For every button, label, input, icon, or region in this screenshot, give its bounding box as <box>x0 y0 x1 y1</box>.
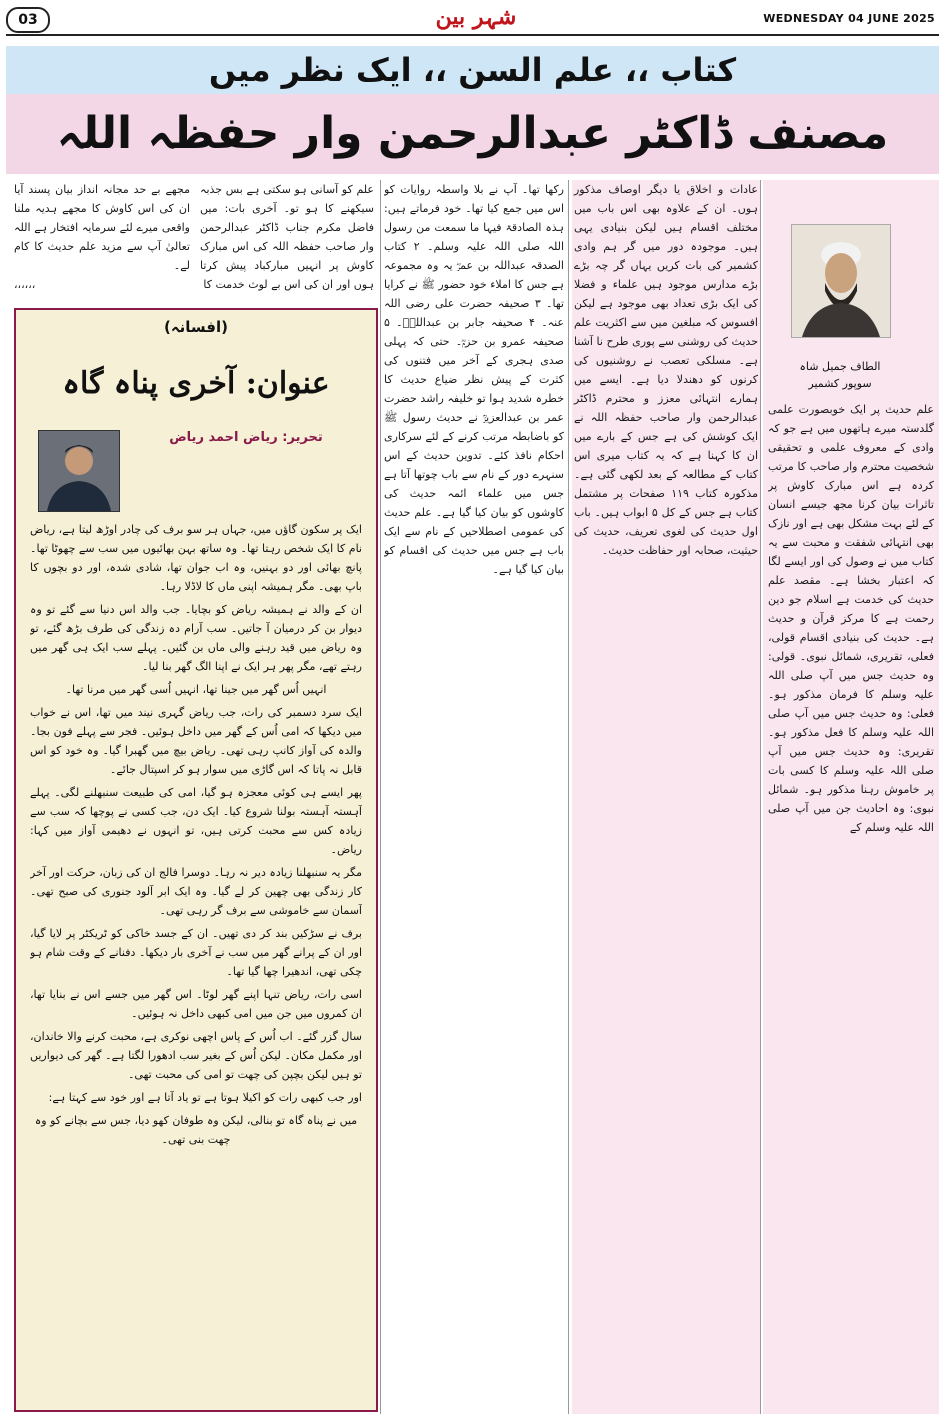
headline-kicker: کتاب ،، علم السن ،، ایک نظر میں <box>6 46 939 94</box>
story-paragraph: اور جب کبھی رات کو اکیلا ہوتا ہے تو یاد آتا ہے اور خود سے کہتا ہے: <box>48 1091 362 1104</box>
author-name: الطاف جمیل شاہ <box>799 360 881 373</box>
article-column-5 <box>14 180 190 302</box>
article-column-3: رکھا تھا۔ آپ نے بلا واسطہ روایات کو اس میں جمع کیا تھا۔ خود فرماتے ہیں: ہذہ الصادقۃ فیہا ما سمعت من رسول اللہ صلی اللہ علیہ وسلم۔ ۲ کتاب الصدقہ عبداللہ بن عمرؓ یہ وہ مجموعہ ہے جس کا املاء خود حضور ﷺ نے کرایا تھا۔ ۳ صحیفہ حضرت علی رضی اللہ عنہ۔ ۴ صحیفہ جابر بن عبداللہؓ۔ ۵ صحیفہ عمرو بن حزمؓ۔ حتی کہ پہلی صدی ہجری کے آخر میں فتنوں کی کثرت کے پیش نظر ضیاع حدیث کا خطرہ شدید ہوا تو خلیفہ راشد حضرت عمر بن عبدالعزیزؒ نے حدیث رسول ﷺ کو باضابطہ مرتب کرنے کے لئے سرکاری احکام نافذ کئے۔ تدوین حدیث کے اس سنہرے دور کے نام سے باب چوتھا آتا ہے جس میں علماء ائمہ حدیث کی کاوشوں کو بیان کیا گیا ہے۔ علم حدیث کی عمومی اصطلاحیں کے نام سے ایک باب ہے جس میں حدیث کی اقسام کو بیان کیا گیا ہے۔ <box>384 183 564 576</box>
story-byline: تحریر: ریاض احمد ریاض <box>169 430 323 445</box>
top-bar <box>6 4 939 34</box>
masthead-logo: شہر بین <box>435 4 517 30</box>
story-genre: (افسانہ) <box>164 318 228 336</box>
author-caption <box>765 358 915 392</box>
story-paragraph: اسی رات، ریاض تنہا اپنے گھر لوٹا۔ اس گھر میں جسے اس نے بنایا تھا، ان کمروں میں جن میں امی کبھی داخل نہ ہوئیں۔ <box>30 988 362 1020</box>
author-portrait-icon <box>792 225 890 337</box>
masthead <box>416 4 536 34</box>
story-paragraph: سال گزر گئے۔ اب اُس کے پاس اچھی نوکری ہے، محبت کرنے والا خاندان، اور مکمل مکان۔ لیکن اُس کے بغیر سب ادھورا لگتا ہے۔ گھر کی دیواریں تو ہیں لیکن بچپن کی چھت تو امی کی محبت تھی۔ <box>30 1030 362 1081</box>
article-column-5-text: مجھے بے حد مجانہ انداز بیان پسند آیا ان کی اس کاوش کا مجھے ہدیہ ملنا واقعی میرے لئے سرمایہ افتخار ہے اللہ تعالیٰ آپ سے مزید علم حدیث کا کام لے۔ <box>14 183 190 272</box>
story-author-photo <box>38 430 120 512</box>
column-divider <box>760 180 761 1414</box>
story-verse: میں نے پناہ گاہ تو بنالی، لیکن وہ طوفان کھو دیا، جس سے بچانے کو وہ چھت بنی تھی۔ <box>34 1114 358 1146</box>
article-column-1-text: علم حدیث پر ایک خوبصورت علمی گلدستہ میرے ہاتھوں میں ہے جو کہ وادی کے معروف علمی و تحقیقی شخصیت محترم وار صاحب کا مرتب کردہ ہے اس مبارک کاوش پر تاثرات بیان کرنا مجھ جیسے انسان کے لئے بہت مشکل بھی ہے اور نازک بھی انتہائی شفقت و محبت سے یہ کتاب میں نے وصول کی اور ایسے لگا کہ اعتبار بخشا ہے۔ مقصد علم حدیث کی خدمت ہے اسلام جو دین رحمت ہے کا مرکز قرآن و حدیث ہے۔ حدیث کی بنیادی اقسام قولی، فعلی، تقریری، شمائل نبوی۔ قولی: وہ حدیث جس میں آپ صلی اللہ علیہ وسلم کا فرمان مذکور ہو۔ فعلی: وہ حدیث جس میں آپ صلی اللہ علیہ وسلم کا فعل مذکور ہو۔ تقریری: وہ حدیث جس میں آپ صلی اللہ علیہ وسلم کا کسی بات پر خاموش رہنا مذکور ہو۔ شمائل نبوی: وہ احادیث جن میں آپ صلی اللہ علیہ وسلم کے <box>768 403 934 834</box>
article-end-mark: ،،،،،، <box>14 278 36 291</box>
column-divider <box>568 180 569 1414</box>
headline-main: مصنف ڈاکٹر عبدالرحمن وار حفظہ اللہ <box>6 94 939 174</box>
story-title: عنوان: آخری پناہ گاہ <box>62 366 330 401</box>
story-paragraph: برف نے سڑکیں بند کر دی تھیں۔ ان کے جسد خاکی کو ٹریکٹر پر لایا گیا، اور ان کے پرانے گھر میں سب نے آخری بار دیکھا۔ دفنانے کے وقت شام ہو چکی تھی، اندھیرا چھا گیا تھا۔ <box>30 927 362 978</box>
article-column-4: علم کو آسانی ہو سکتی ہے بس جذبہ سیکھنے کا ہو تو۔ آخری بات: میں فاضل مکرم جناب ڈاکٹر عبدالرحمن وار صاحب حفظہ اللہ کی اس مبارک کاوش پر انہیں مبارکباد پیش کرتا ہوں اور ان کی اس بے لوث خدمت کا <box>200 183 374 291</box>
story-paragraph: ان کے والد نے ہمیشہ ریاض کو بچایا۔ جب والد اس دنیا سے گئے تو وہ دیوار بن کر درمیان آ جاتیں۔ سب آرام دہ زندگی کی طرف بڑھ گئے، تو وہ ریاض میں قید رہنے والی ماں بن گئیں۔ پہلے سب ایک ہی گھر میں رہتے تھے، مگر پھر ہر ایک نے اپنا الگ گھر بنا لیا۔ <box>30 603 362 673</box>
author-location: سوپور کشمیر <box>808 377 872 390</box>
story-paragraph: پھر ایسے ہی کوئی معجزہ ہو گیا، امی کی طبیعت سنبھلنے لگی۔ پہلے آہستہ آہستہ بولنا شروع کیا۔ ایک دن، جب کسی نے پوچھا کہ سب سے زیادہ کس سے محبت کرتی ہیں، تو انہوں نے دھیمی آواز میں کہا: ریاض۔ <box>30 786 362 856</box>
story-verse: انہیں اُس گھر میں جینا تھا، انہیں اُسی گھر میں مرنا تھا۔ <box>65 683 327 696</box>
author-photo <box>791 224 891 338</box>
page-number: 03 <box>6 7 50 33</box>
story-paragraph: مگر یہ سنبھلنا زیادہ دیر نہ رہا۔ دوسرا فالج ان کی زبان، حرکت اور آخر کار زندگی بھی چھین کر لے گیا۔ وہ ایک ابر آلود جنوری کی صبح تھی۔ آسمان سے خاموشی سے برف گر رہی تھی۔ <box>30 866 362 917</box>
story-paragraph: ایک سرد دسمبر کی رات، جب ریاض گہری نیند میں تھا، اس نے خواب میں دیکھا کہ امی اُس کے گھر میں داخل ہوئیں۔ فجر سے پہلے فون بجا۔ والدہ کی آواز کانپ رہی تھی۔ ریاض بیچ میں گھبرا گیا۔ وہ خود کو اس قابل نہ پاتا کہ اس گاڑی میں سوار ہو کر اسپتال جائے۔ <box>30 706 362 776</box>
story-author-portrait-icon <box>39 431 119 511</box>
column-divider <box>380 180 381 1414</box>
header-rule <box>6 34 939 36</box>
story-body <box>30 520 362 1400</box>
date-line: WEDNESDAY 04 JUNE 2025 <box>763 12 935 25</box>
story-box <box>14 308 378 1412</box>
story-paragraph: ایک پر سکون گاؤں میں، جہاں ہر سو برف کی چادر اوڑھ لیتا ہے، ریاض نام کا ایک شخص رہتا تھا۔ وہ ساتھ بہن بھائیوں میں سب سے چھوٹا تھا۔ پانچ بھائی اور دو بہنیں، وہ اب جوان تھا، شادی شدہ، اور دو بچوں کا باپ بھی۔ مگر ہمیشہ اپنی ماں کا لاڈلا رہا۔ <box>30 523 362 593</box>
article-column-2: عادات و اخلاق یا دیگر اوصاف مذکور ہوں۔ ان کے علاوہ بھی اس باب میں مختلف اقسام ہیں لیکن بنیادی یہی ہیں۔ موجودہ دور میں گر ہم وادی کشمیر کی بات کریں یہاں گر چہ بڑے بڑے مدارس موجود ہیں علماء و فضلا کی ایک بڑی تعداد بھی موجود ہے لیکن افسوس کہ مبلغین میں سے اکثریت علم حدیث کی روشنی سے پوری طرح نا آشنا ہے۔ مسلکی تعصب نے روشنیوں کی کرنوں کو دھندلا دیا ہے۔ ایسے میں ہمارے انتہائی معزز و محترم ڈاکٹر عبدالرحمن وار صاحب حفظہ اللہ نے ایک کوشش کی ہے جس کے بارے میں ان کا کہنا ہے کہ یہ کتاب میری اس کتاب کے مطالعہ کے بعد لکھی گئی ہے۔ مذکورہ کتاب ۱۱۹ صفحات پر مشتمل کتاب ہے جس کے کل ۵ ابواب ہیں۔ باب اول حدیث کی لغوی تعریف، حدیث کی حیثیت، صحابہ اور حفاظت حدیث۔ <box>572 180 760 1414</box>
